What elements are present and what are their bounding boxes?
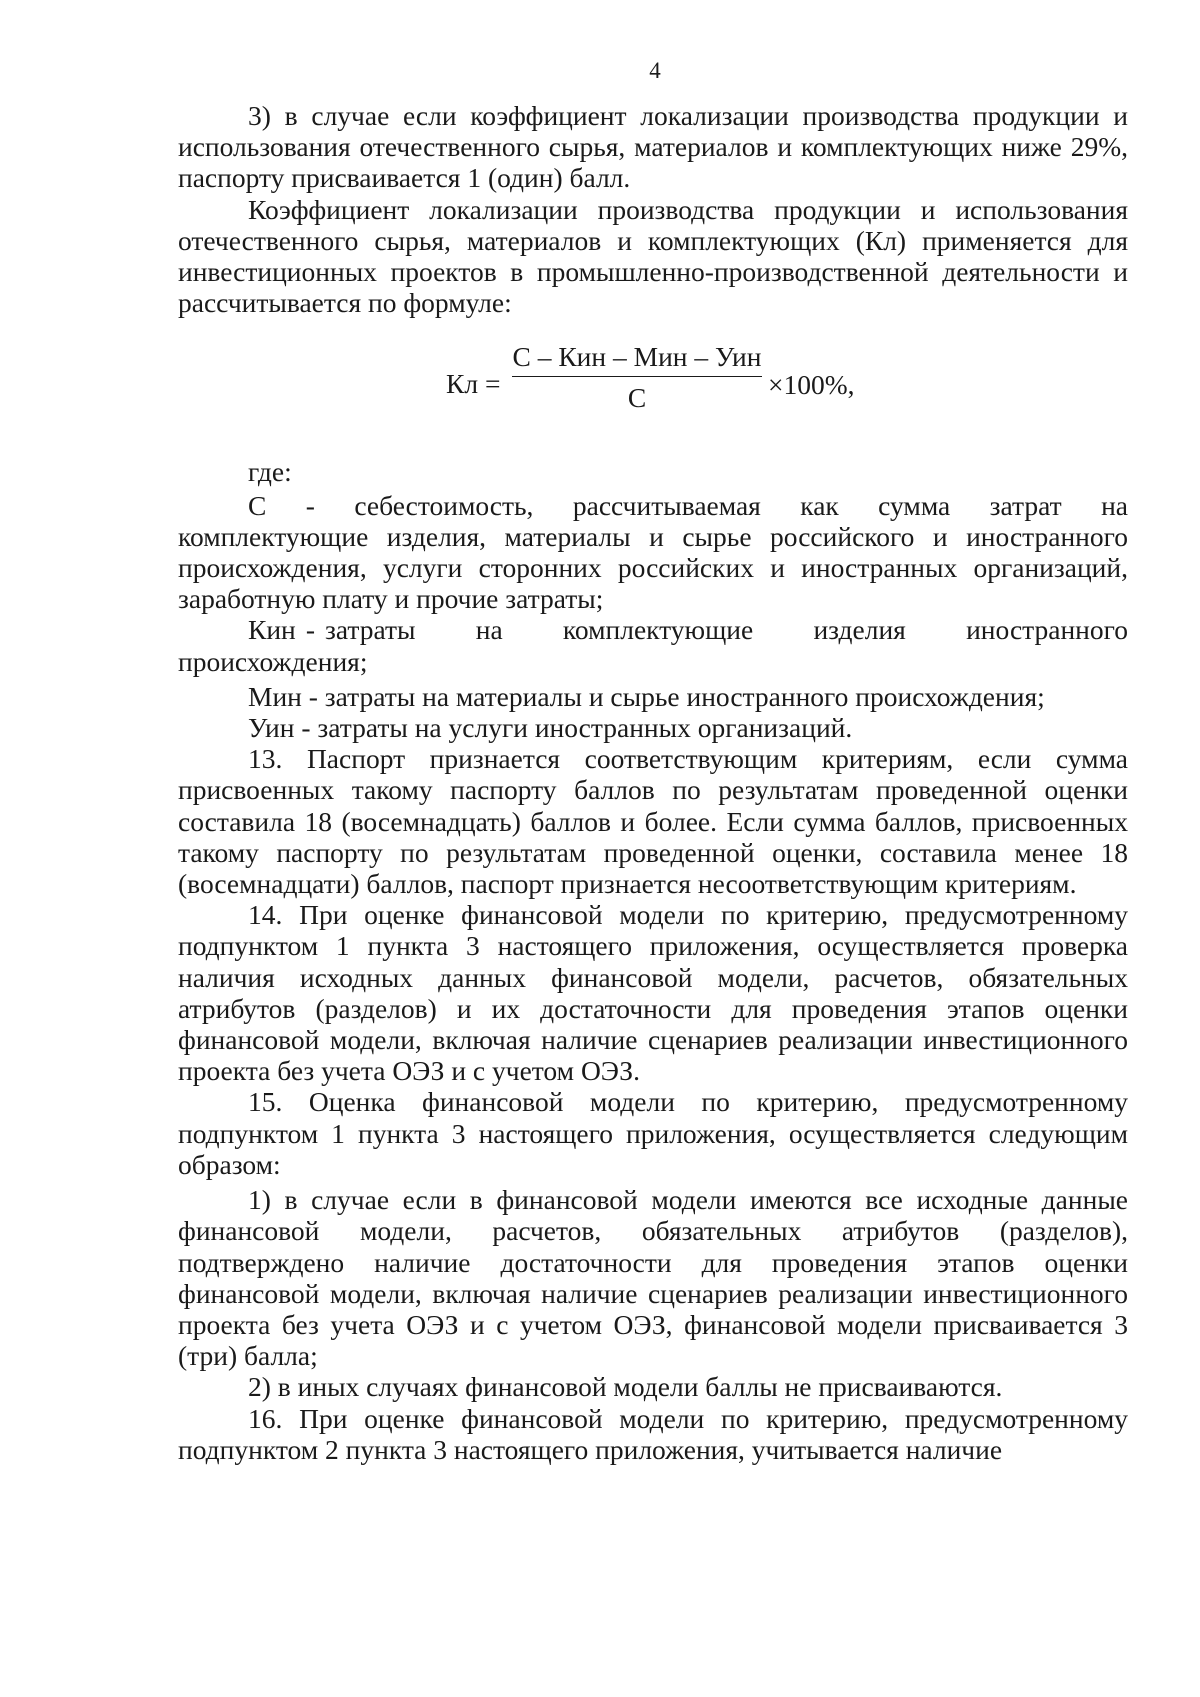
- fraction-bar: [512, 376, 762, 377]
- definition-min: Мин - затраты на материалы и сырье иностранного происхождения;: [248, 680, 1045, 712]
- formula-rhs: ×100%,: [768, 369, 855, 401]
- paragraph-item-13: 13. Паспорт признается соответствующим критериям, если сумма присвоенных такому паспорту баллов по результатам проведенной оценки составила 18 (восемнадцать) баллов и более. Если сумма баллов, присвоенных такому паспорту по результатам проведенной оценки, составила менее 18 (восемнадцати) баллов, паспорт признается несоответствующим критериям.: [178, 743, 1128, 900]
- document-body: [178, 100, 1128, 1465]
- paragraph-item-15: 15. Оценка финансовой модели по критерию, предусмотренному подпунктом 1 пункта 3 настоящего приложения, осуществляется следующим образом:: [178, 1086, 1128, 1180]
- localization-formula: [178, 328, 1128, 450]
- formula-numerator: С – Кин – Мин – Уин: [512, 341, 762, 373]
- paragraph-localization-coefficient: Коэффициент локализации производства продукции и использования отечественного сырья, материалов и комплектующих (Кл) применяется для инвестиционных проектов в промышленно-производственной деятельности и рассчитывается по формуле:: [178, 193, 1128, 319]
- formula-denominator: С: [627, 382, 647, 414]
- page-number: 4: [649, 58, 661, 83]
- paragraph-item-14: 14. При оценке финансовой модели по критерию, предусмотренному подпунктом 1 пункта 3 настоящего приложения, осуществляется проверка наличия исходных данных финансовой модели, расчетов, обязательных атрибутов (разделов) и их достаточности для проведения этапов оценки финансовой модели, включая наличие сценариев реализации инвестиционного проекта без учета ОЭЗ и с учетом ОЭЗ.: [178, 899, 1128, 1087]
- definition-c-line2: комплектующие изделия, материалы и сырье российского и иностранного происхождения, услуги сторонних российских и иностранных организаций, заработную плату и прочие затраты;: [178, 520, 1128, 615]
- where-label: где:: [248, 456, 292, 488]
- definition-uin: Уин - затраты на услуги иностранных организаций.: [248, 712, 853, 744]
- definition-kin-line2: происхождения;: [178, 645, 368, 677]
- formula-lhs: Кл =: [446, 368, 501, 400]
- definition-c-line1: С - себестоимость, рассчитываемая как сумма затрат на: [248, 489, 1128, 521]
- paragraph-item-15-2: 2) в иных случаях финансовой модели баллы не присваиваются.: [248, 1371, 1003, 1403]
- paragraph-item-15-1: 1) в случае если в финансовой модели имеются все исходные данные финансовой модели, расчетов, обязательных атрибутов (разделов), подтверждено наличие достаточности для проведения этапов оценки финансовой модели, включая наличие сценариев реализации инвестиционного проекта без учета ОЭЗ и с учетом ОЭЗ, финансовой модели присваивается 3 (три) балла;: [178, 1184, 1128, 1372]
- paragraph-item-3: 3) в случае если коэффициент локализации производства продукции и использования отечественного сырья, материалов и комплектующих ниже 29%, паспорту присваивается 1 (один) балл.: [178, 100, 1128, 194]
- paragraph-item-16: 16. При оценке финансовой модели по критерию, предусмотренному подпунктом 2 пункта 3 настоящего приложения, учитывается наличие: [178, 1402, 1128, 1465]
- definition-kin-line1: Кин - затраты на комплектующие изделия иностранного: [248, 614, 1128, 646]
- formula-fraction: [512, 340, 762, 415]
